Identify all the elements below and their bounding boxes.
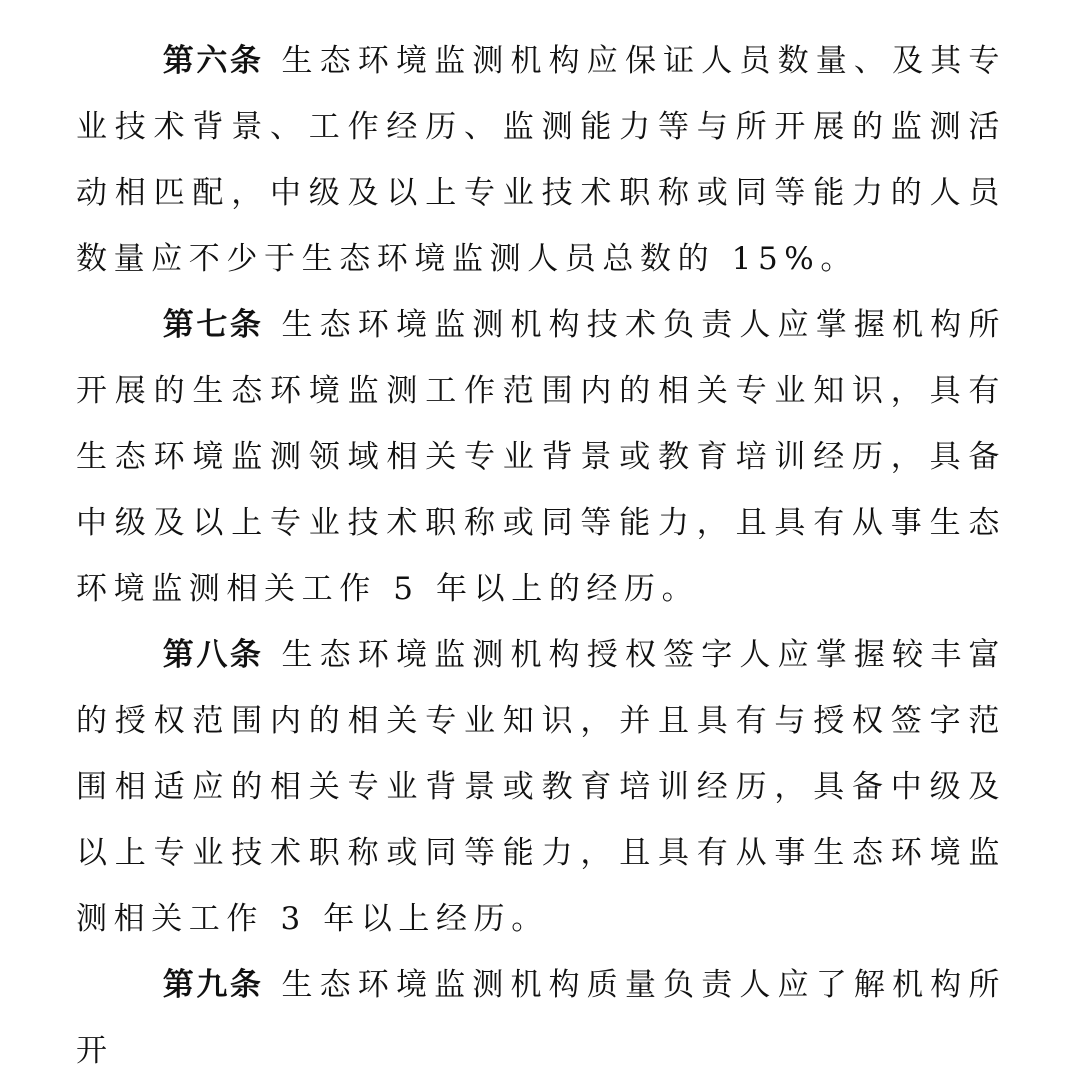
article-body: 生态环境监测机构授权签字人应掌握较丰富的授权范围内的相关专业知识，并且具有与授权签字范围相适应的相关专业背景或教育培训经历，具备中级及以上专业技术职称或同等能力，且具有从事生态环境监测相关工作 3 年以上经历。 (76, 637, 1006, 937)
document-page (76, 28, 1006, 1084)
article-9 (76, 952, 1006, 1084)
article-body: 生态环境监测机构质量负责人应了解机构所开 (76, 967, 1006, 1069)
article-8 (76, 622, 1006, 952)
article-heading: 第七条 (162, 307, 264, 343)
article-heading: 第八条 (162, 637, 264, 673)
article-7 (76, 292, 1006, 622)
article-body: 生态环境监测机构应保证人员数量、及其专业技术背景、工作经历、监测能力等与所开展的监测活动相匹配，中级及以上专业技术职称或同等能力的人员数量应不少于生态环境监测人员总数的 15%。 (76, 43, 1006, 277)
article-heading: 第六条 (162, 43, 264, 79)
article-6 (76, 28, 1006, 292)
article-heading: 第九条 (162, 967, 264, 1003)
article-body: 生态环境监测机构技术负责人应掌握机构所开展的生态环境监测工作范围内的相关专业知识，具有生态环境监测领域相关专业背景或教育培训经历，具备中级及以上专业技术职称或同等能力，且具有从事生态环境监测相关工作 5 年以上的经历。 (76, 307, 1006, 607)
